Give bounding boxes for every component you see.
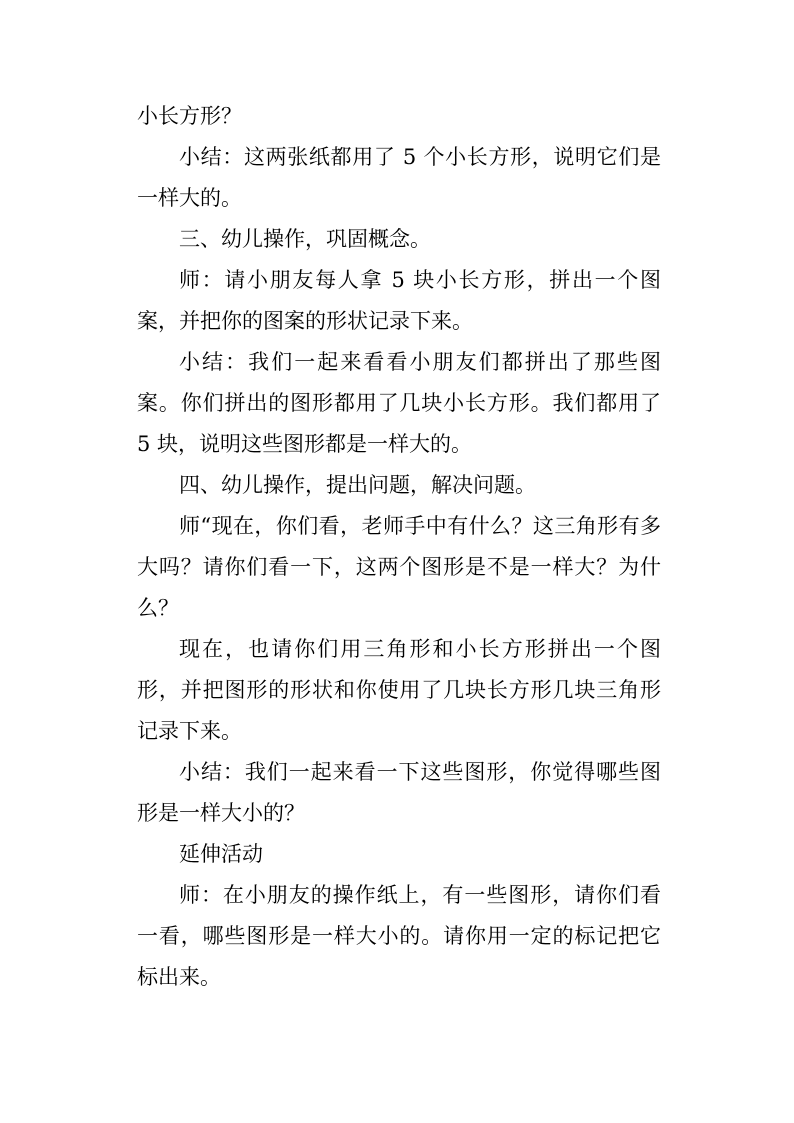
paragraph-continuation: 小长方形？ bbox=[137, 104, 242, 128]
document-body bbox=[137, 96, 661, 998]
paragraph-teacher-instruction-3: 师：在小朋友的操作纸上，有一些图形，请你们看一看，哪些图形是一样大小的。请你用一定的标记把它标出来。 bbox=[137, 883, 661, 989]
paragraph-summary-2: 小结：我们一起来看看小朋友们都拼出了那些图案。你们拼出的图形都用了几块小长方形。我们都用了 5 块，说明这些图形都是一样大的。 bbox=[137, 350, 661, 456]
section-heading-4: 四、幼儿操作，提出问题，解决问题。 bbox=[179, 473, 536, 497]
paragraph-teacher-instruction-2: 现在，也请你们用三角形和小长方形拼出一个图形，并把图形的形状和你使用了几块长方形几块三角形记录下来。 bbox=[137, 637, 661, 743]
section-heading-3: 三、幼儿操作，巩固概念。 bbox=[179, 227, 431, 251]
paragraph-teacher-question: 师“现在，你们看，老师手中有什么？这三角形有多大吗？请你们看一下，这两个图形是不是一样大？为什么？ bbox=[137, 514, 661, 620]
paragraph-summary-3: 小结：我们一起来看一下这些图形，你觉得哪些图形是一样大小的？ bbox=[137, 760, 661, 825]
paragraph-summary-1: 小结：这两张纸都用了 5 个小长方形，说明它们是一样大的。 bbox=[137, 145, 661, 210]
paragraph-teacher-instruction-1: 师：请小朋友每人拿 5 块小长方形，拼出一个图案，并把你的图案的形状记录下来。 bbox=[137, 268, 661, 333]
section-heading-extension: 延伸活动 bbox=[179, 842, 263, 866]
